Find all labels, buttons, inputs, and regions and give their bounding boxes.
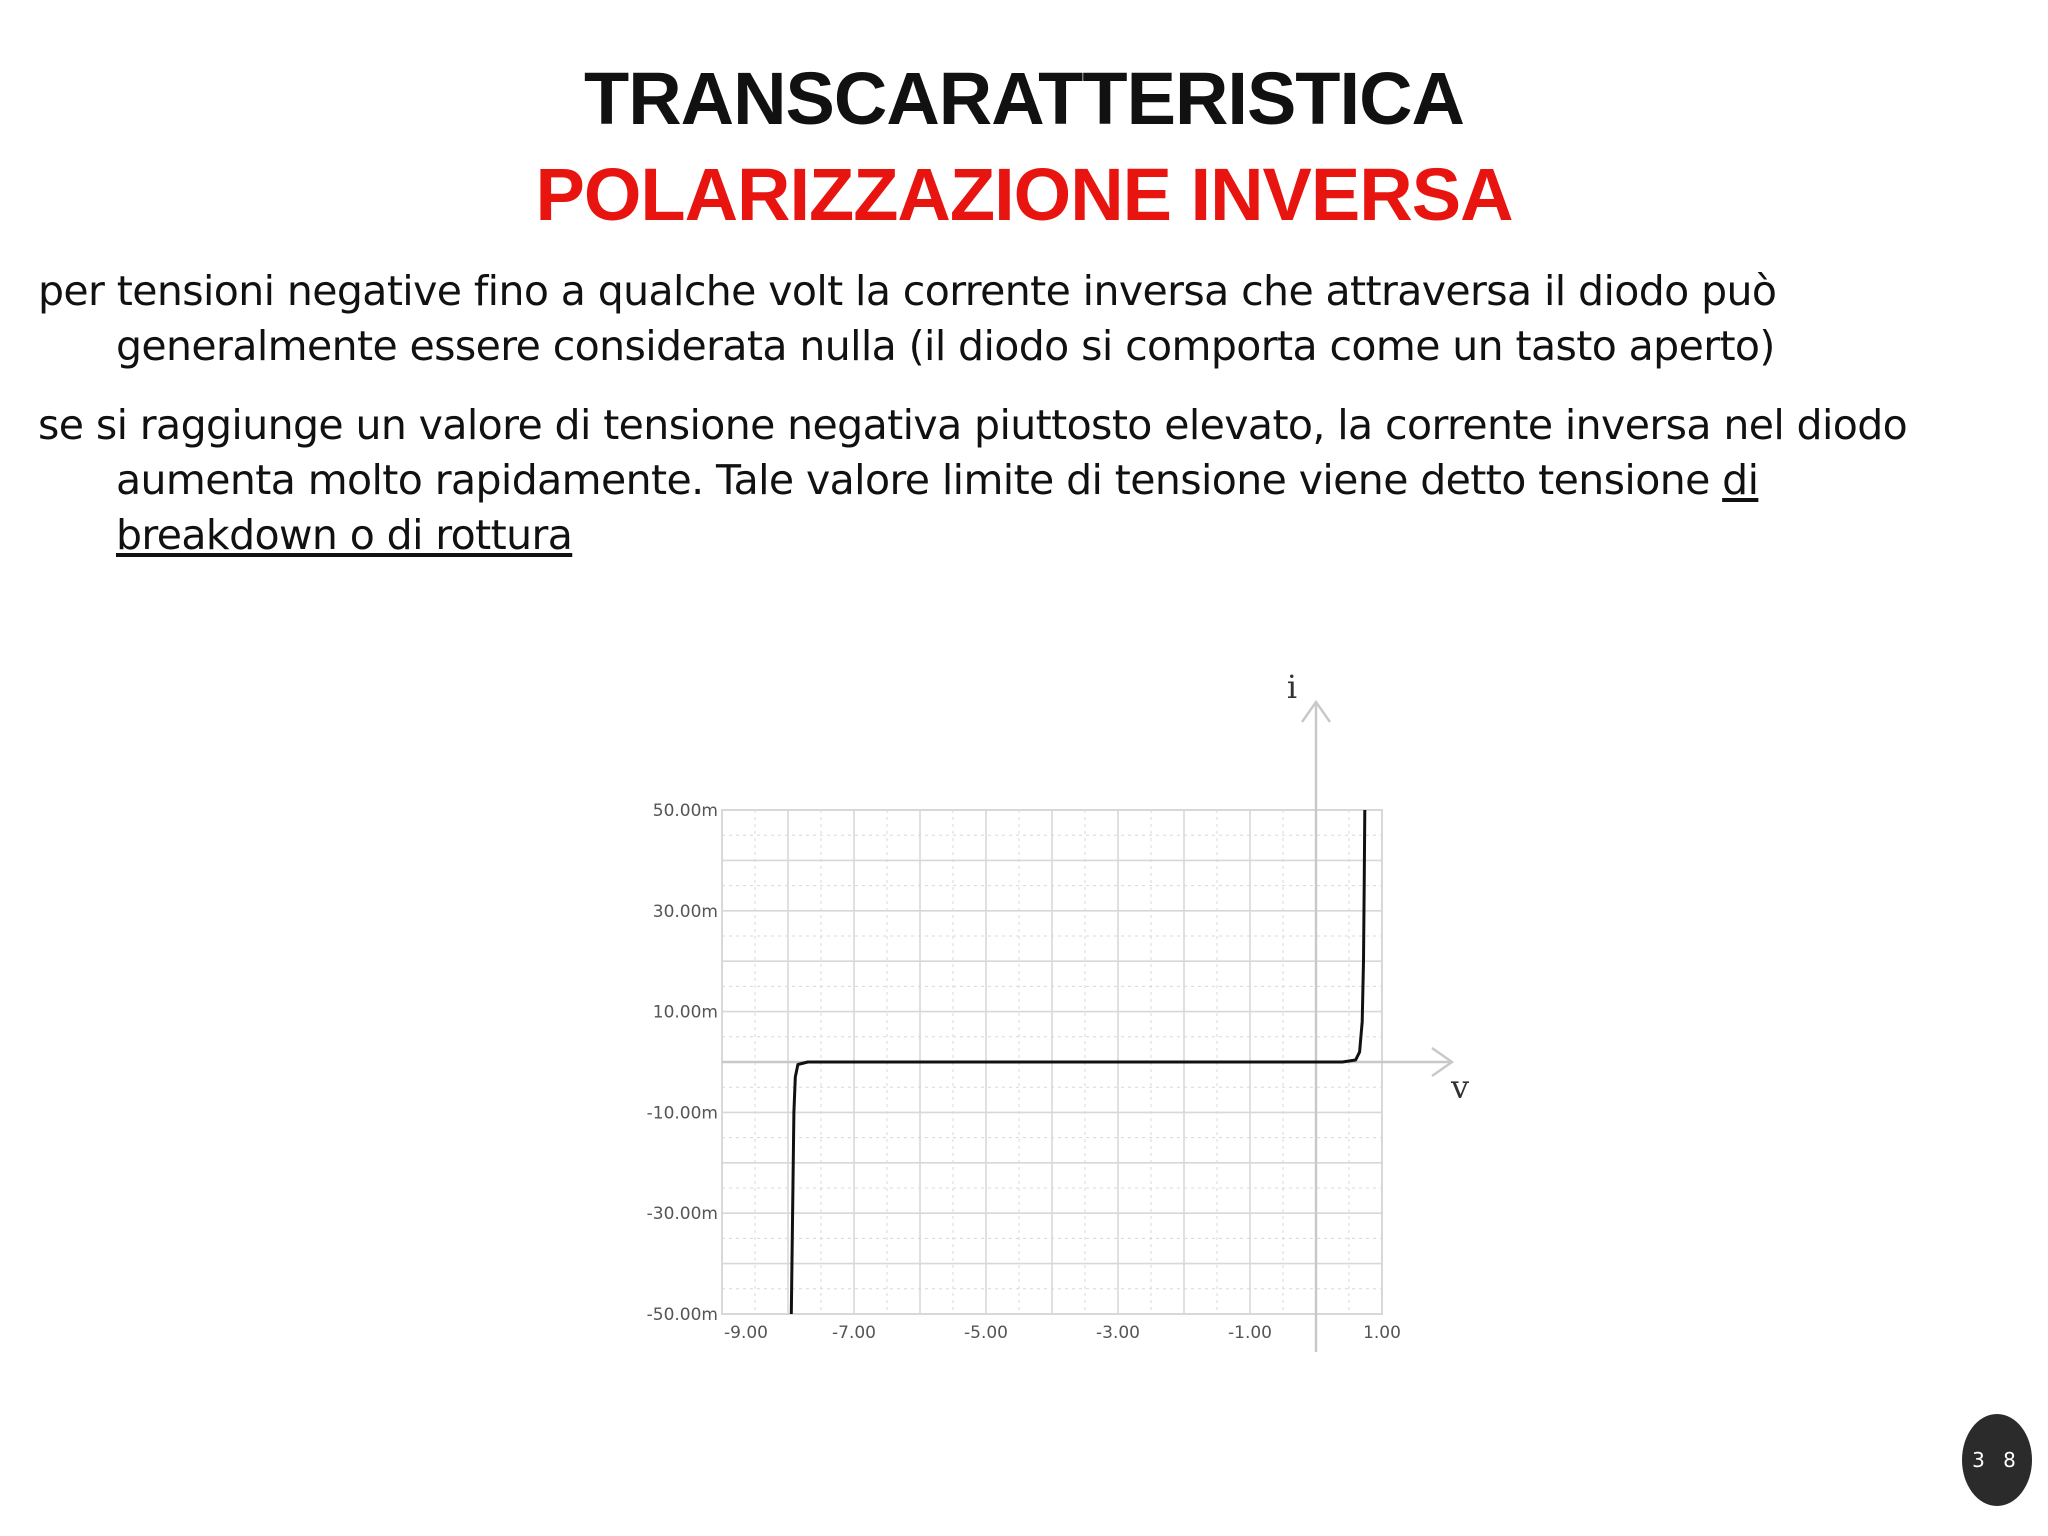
y-tick-label: 30.00m: [652, 901, 718, 922]
x-tick-label: -9.00: [724, 1323, 768, 1343]
y-tick-label: -30.00m: [646, 1204, 718, 1225]
x-tick-label: -7.00: [832, 1323, 876, 1343]
paragraph-1-line-1: per tensioni negative fino a qualche volt la corrente inversa che attraversa il diodo può: [38, 267, 1777, 315]
paragraph-2-line-1: se si raggiunge un valore di tensione negativa piuttosto elevato, la corrente inversa nel diodo: [38, 401, 1908, 449]
x-axis-label: v: [1450, 1068, 1470, 1106]
x-tick-label: -1.00: [1228, 1323, 1272, 1343]
x-tick-label: 1.00: [1363, 1323, 1401, 1343]
slide-subtitle: POLARIZZAZIONE INVERSA: [535, 153, 1513, 236]
paragraph-1-line-2: generalmente essere considerata nulla (il diodo si comporta come un tasto aperto): [116, 322, 1775, 370]
breakdown-term-part-1: di: [1722, 456, 1759, 504]
x-tick-label: -3.00: [1096, 1323, 1140, 1343]
y-axis-label: i: [1286, 668, 1298, 706]
y-tick-label: -10.00m: [646, 1103, 718, 1124]
paragraph-2-line-2-text: aumenta molto rapidamente. Tale valore limite di tensione viene detto tensione: [116, 456, 1723, 504]
y-tick-label: 50.00m: [652, 801, 718, 821]
slide-title: TRANSCARATTERISTICA: [584, 57, 1464, 140]
y-tick-label: -50.00m: [646, 1305, 718, 1325]
breakdown-term-part-2: breakdown o di rottura: [116, 511, 573, 559]
x-tick-label: -5.00: [964, 1323, 1008, 1343]
y-tick-label: 10.00m: [652, 1002, 718, 1023]
page-number-badge: 3 8: [1962, 1414, 2032, 1506]
